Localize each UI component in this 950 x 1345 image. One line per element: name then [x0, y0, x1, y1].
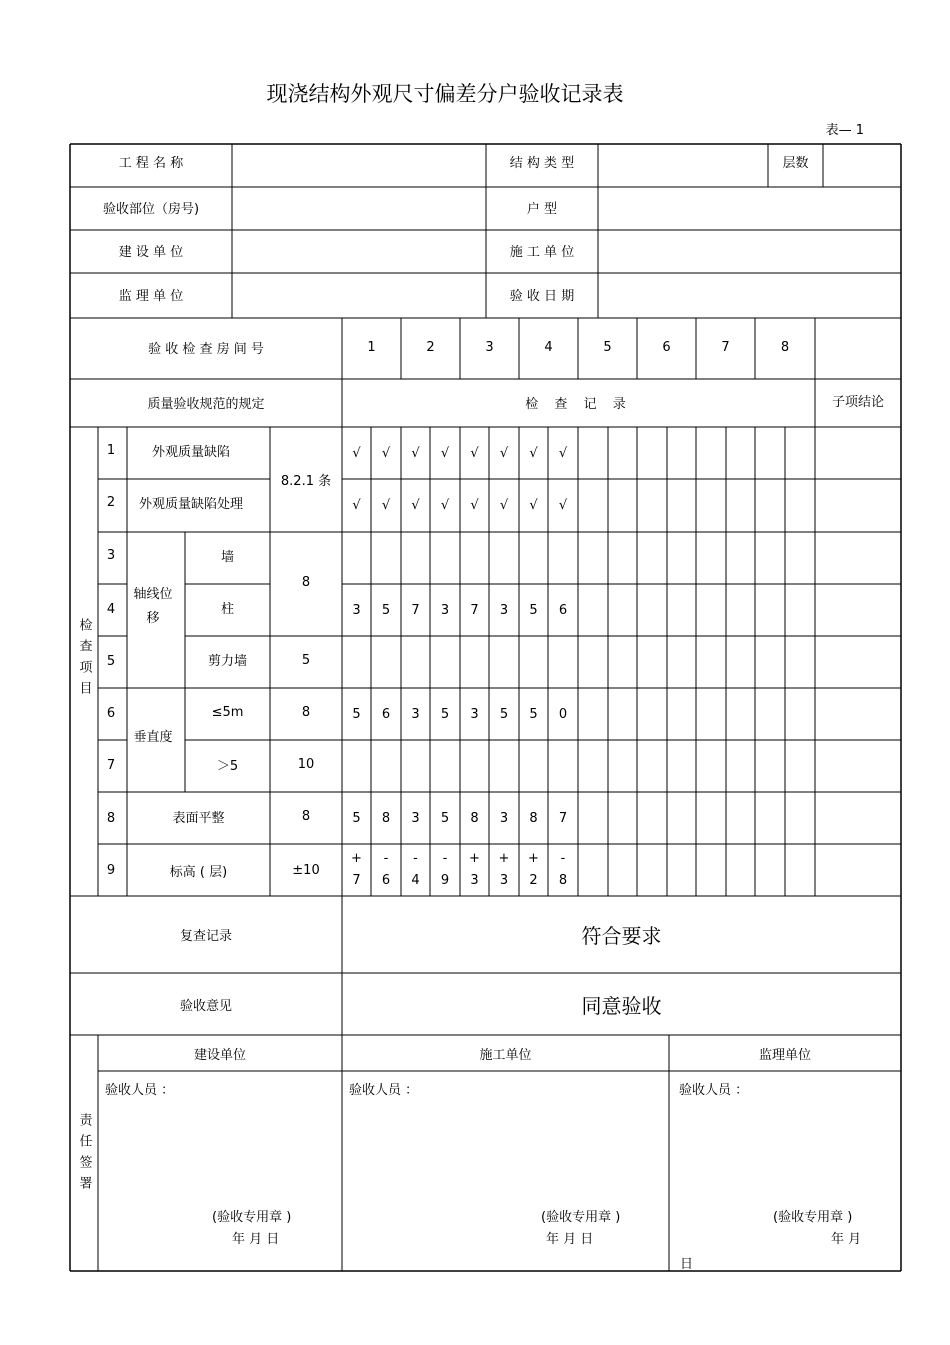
page-title: 现浇结构外观尺寸偏差分户验收记录表	[266, 82, 624, 106]
project-name-label: 工 程 名 称	[118, 155, 184, 171]
item-name: 标高 ( 层)	[169, 864, 228, 880]
item-sub: 柱	[220, 602, 234, 617]
item-no: 3	[106, 548, 116, 563]
room-number: 8	[780, 340, 790, 355]
item-no: 7	[106, 757, 116, 773]
inspector-label: 验收人员 ：	[105, 1083, 175, 1098]
rooms-label: 验 收 检 查 房 间 号	[148, 342, 264, 357]
opinion-value: 同意验收	[581, 993, 662, 1018]
sign-day: 日	[680, 1257, 694, 1272]
room-number: 6	[662, 340, 671, 355]
record-value: 5	[529, 602, 538, 618]
item-name: 外观质量缺陷	[151, 445, 230, 460]
stamp-label: (验收专用章 )	[773, 1210, 853, 1225]
record-value: 3	[499, 602, 509, 618]
record-value: √	[440, 445, 450, 461]
record-value: - 9	[440, 851, 450, 888]
spec-8-2-1: 8.2.1 条	[280, 474, 332, 489]
room-number: 7	[721, 340, 730, 355]
record-value: 3	[499, 810, 509, 826]
opinion-label: 验收意见	[179, 998, 232, 1014]
record-value: 5	[352, 706, 361, 722]
record-value: - 8	[558, 851, 568, 888]
record-value: 5	[352, 810, 361, 826]
record-value: 3	[352, 602, 361, 618]
item-spec: 5	[301, 653, 311, 668]
recheck-value: 符合要求	[581, 924, 662, 948]
item-spec: 10	[297, 757, 315, 772]
record-value: + 3	[498, 851, 510, 888]
vertical-group-label: 垂直度	[133, 730, 173, 745]
check-items-label: 检查项目	[76, 618, 92, 702]
sign-date: 年 月	[831, 1232, 862, 1247]
stamp-label: (验收专用章 )	[541, 1210, 621, 1225]
item-sub: ＞5	[216, 759, 239, 774]
record-value: + 7	[351, 851, 362, 888]
record-value: - 6	[381, 851, 391, 888]
record-value: 5	[440, 706, 450, 722]
signature-label: 责任签署	[76, 1113, 92, 1197]
stamp-label: (验收专用章 )	[212, 1210, 292, 1225]
record-value: 3	[411, 810, 420, 826]
sign-date: 年 月 日	[232, 1232, 280, 1247]
record-value: 7	[411, 602, 420, 618]
record-value: √	[558, 498, 568, 513]
record-value: √	[529, 498, 538, 513]
record-value: - 4	[411, 851, 420, 888]
axis-spec: 8	[301, 574, 311, 590]
record-value: 8	[470, 810, 479, 826]
room-number: 1	[367, 340, 376, 355]
record-value: √	[381, 498, 391, 513]
record-value: √	[499, 498, 509, 513]
record-value: 7	[470, 602, 479, 618]
room-number: 3	[485, 340, 494, 355]
record-value: √	[381, 445, 391, 461]
position-label: 验收部位（房号)	[102, 201, 200, 217]
builder-label: 建 设 单 位	[118, 244, 184, 260]
unit-type-label: 户 型	[526, 201, 558, 217]
record-value: 6	[381, 706, 391, 722]
item-no: 9	[106, 862, 116, 878]
inspector-label: 验收人员 ：	[349, 1083, 419, 1098]
record-value: √	[558, 445, 568, 461]
record-value: + 2	[528, 851, 539, 888]
record-value: √	[352, 445, 361, 461]
record-value: 3	[440, 602, 450, 618]
item-no: 6	[106, 705, 116, 721]
record-value: 7	[558, 810, 568, 826]
record-value: √	[529, 445, 538, 461]
item-sub: 剪力墙	[207, 654, 247, 669]
record-value: 0	[558, 706, 568, 722]
room-number: 4	[544, 340, 553, 355]
record-value: + 3	[469, 851, 480, 888]
item-sub: 墙	[220, 550, 234, 565]
regulation-label: 质量验收规范的规定	[147, 396, 265, 412]
item-no: 1	[106, 443, 116, 458]
item-no: 5	[106, 653, 116, 669]
item-no: 8	[106, 810, 116, 826]
floors-label: 层数	[782, 155, 809, 171]
record-value: 3	[470, 706, 479, 722]
record-value: 6	[558, 602, 568, 618]
party-name-contractor: 施工单位	[479, 1047, 532, 1063]
axis-group-label: 轴线位移	[133, 587, 173, 626]
item-spec: 8	[301, 705, 311, 720]
record-value: 5	[381, 602, 391, 618]
room-number: 2	[426, 340, 435, 355]
recheck-label: 复查记录	[179, 929, 232, 944]
record-value: √	[470, 498, 479, 513]
record-value: √	[411, 498, 420, 513]
form-number: 表— 1	[825, 123, 864, 138]
inspector-label: 验收人员 ：	[679, 1083, 749, 1098]
conclusion-label: 子项结论	[831, 394, 884, 410]
record-value: √	[411, 445, 420, 461]
date-label: 验 收 日 期	[509, 289, 575, 304]
record-value: √	[352, 498, 361, 513]
record-value: √	[499, 445, 509, 461]
sign-date: 年 月 日	[546, 1232, 594, 1247]
record-value: 8	[381, 810, 391, 826]
room-number: 5	[603, 340, 612, 355]
item-name: 外观质量缺陷处理	[138, 497, 243, 512]
item-no: 2	[106, 495, 116, 510]
record-value: 8	[529, 810, 538, 826]
record-value: 5	[499, 706, 509, 722]
record-value: 5	[440, 810, 450, 826]
contractor-label: 施 工 单 位	[509, 244, 575, 260]
item-spec: 8	[301, 809, 311, 824]
party-name-supervisor: 监理单位	[758, 1047, 811, 1063]
item-name: 表面平整	[172, 811, 225, 826]
record-value: 5	[529, 706, 538, 722]
supervisor-label: 监 理 单 位	[118, 289, 184, 304]
party-name-builder: 建设单位	[193, 1047, 246, 1063]
record-value: √	[440, 498, 450, 513]
record-value: √	[470, 445, 479, 461]
structure-type-label: 结 构 类 型	[509, 155, 575, 171]
item-no: 4	[106, 601, 116, 617]
record-value: 3	[411, 706, 420, 722]
record-label: 检 查 记 录	[525, 396, 632, 412]
item-spec: ±10	[292, 862, 320, 878]
item-sub: ≤5m	[211, 705, 244, 720]
